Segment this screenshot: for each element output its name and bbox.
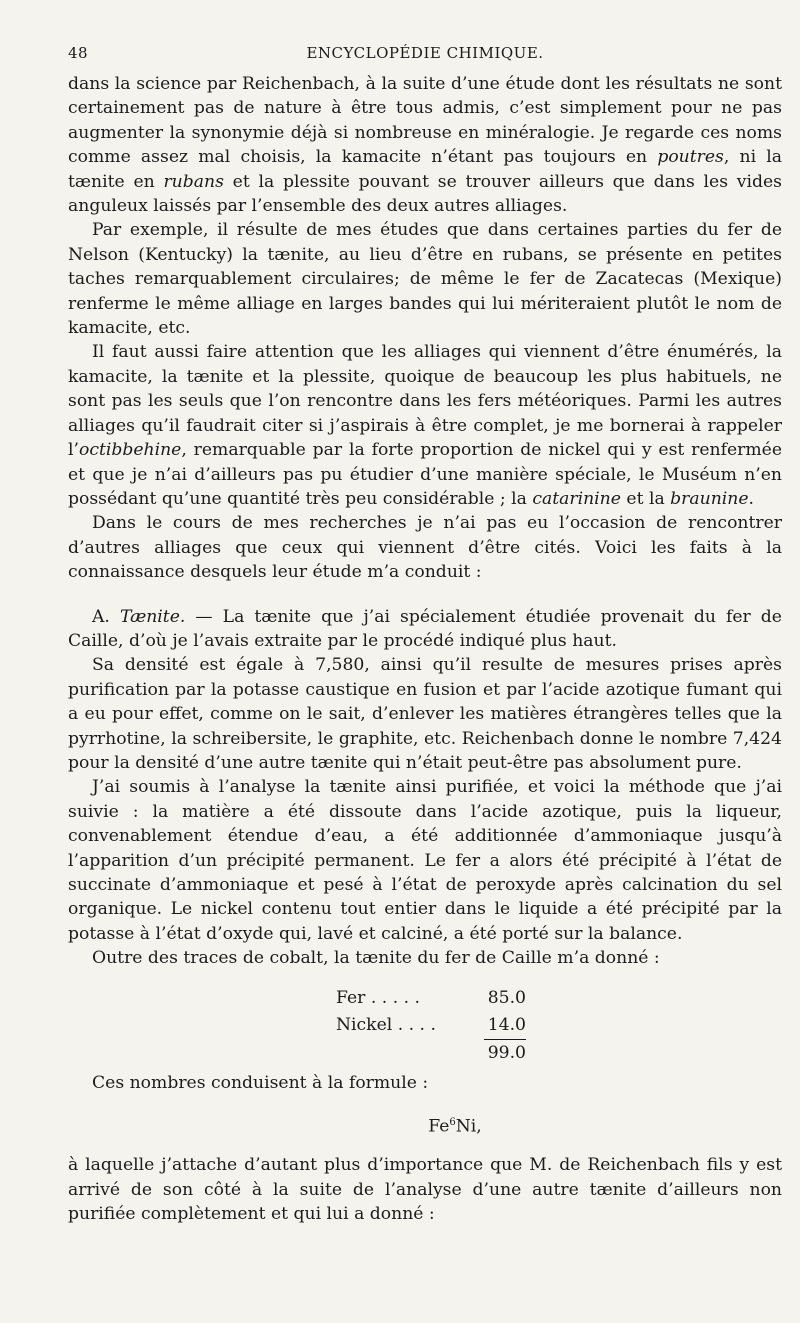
section-heading: Tænite. — [119, 606, 186, 627]
text-run: dans la science par Reichenbach, à la suite d’une étude dont les résultats ne sont certainement pas de nature à être tous admis, c’est simplement pour ne pas augmenter la synonymie déjà si nombreuse en minéralogie. Je regarde ces noms comme assez mal choisis, la kamacite n’étant pas toujours en — [68, 74, 782, 168]
paragraph-density: Sa densité est égale à 7,580, ainsi qu’il resulte de mesures prises après purification par la potasse caustique en fusion et par l’acide azotique fumant qui a eu pour effet, comme on le sait, d’enlever les matières étrangères telles que la pyrrhotine, la schreibersite, le graphite, etc. Reichenbach donne le nombre 7,424 pour la densité d’une autre tænite qui n’était peut-être pas absolument pure. — [68, 655, 782, 773]
paragraph-1 — [68, 72, 782, 218]
formula-rest: Ni, — [455, 1116, 482, 1137]
page-header — [68, 44, 782, 72]
paragraph-method: J’ai soumis à l’analyse la tænite ainsi purifiée, et voici la méthode que j’ai suivie : la matière a été dissoute dans l’acide azotique, puis la liqueur, convenablement étendue d’eau, a été additionnée d’ammoniaque jusqu’à l’apparition d’un précipité permanent. Le fer a alors été précipité à l’état de succinate d’ammoniaque et pesé à l’état de peroxyde après calcination du sel organique. Le nickel contenu tout entier dans le liquide a été précipité par la potasse à l’état d’oxyde qui, lavé et calciné, a été porté sur la balance. — [68, 777, 782, 944]
element-value: 14.0 — [487, 1014, 526, 1035]
italic-term: octibbehine — [78, 440, 182, 461]
composition-row — [336, 1012, 526, 1039]
formula-subscript: 6 — [449, 1117, 456, 1129]
paragraph-3 — [68, 340, 782, 511]
spacer — [68, 585, 782, 605]
body-text — [68, 72, 782, 1226]
paragraph-4: Dans le cours de mes recherches je n’ai pas eu l’occasion de rencontrer d’autres alliages que ceux qui viennent d’être cités. Voici les faits à la connaissance desquels leur étude m’a conduit : — [68, 513, 782, 583]
chemical-formula — [68, 1111, 782, 1139]
italic-term: rubans — [163, 171, 224, 192]
element-value: 85.0 — [487, 987, 526, 1008]
italic-term: catarinine — [532, 488, 621, 509]
text-run: et la — [620, 488, 671, 509]
paragraph-formula-intro: Ces nombres conduisent à la formule : — [92, 1072, 429, 1093]
page-number: 48 — [68, 44, 89, 62]
italic-term: poutres — [657, 147, 724, 168]
element-label: Fer . . . . . — [336, 987, 421, 1008]
text-run: , remarquable par la forte proportion de nickel qui y est renfermée et que je n’ai d’ailleurs pas pu étudier d’une manière spéciale, le Muséum n’en possédant qu’une quantité très peu considérable ; la — [68, 440, 782, 509]
text-run: Il faut aussi faire attention que les alliages qui viennent d’être énumérés, la kamacite, la tænite et la plessite, quoique de beaucoup les plus habituels, ne sont pas les seuls que l’on rencontre dans les fers météoriques. Parmi les autres alliages qu’il faudrait citer si j’aspirais à être complet, je me bornerai à rappeler l’ — [68, 342, 782, 461]
paragraph-result-intro: Outre des traces de cobalt, la tænite du fer de Caille m’a donné : — [92, 948, 660, 969]
composition-total-row — [336, 1039, 526, 1067]
section-a-paragraph — [68, 605, 782, 654]
paragraph-2: Par exemple, il résulte de mes études que dans certaines parties du fer de Nelson (Kentucky) la tænite, au lieu d’être en rubans, se présente en petites taches remarquablement circulaires; de même le fer de Zacatecas (Mexique) renferme le même alliage en larges bandes qui lui mériteraient plutôt le nom de kamacite, etc. — [68, 220, 782, 339]
text-run: — La tænite que j’ai spécialement étudiée provenait du fer de Caille, d’où je l’avais extraite par le procédé indiqué plus haut. — [68, 606, 782, 651]
running-title: ENCYCLOPÉDIE CHIMIQUE. — [306, 44, 544, 62]
composition-table — [336, 985, 526, 1067]
text-run: , ni la tænite en — [68, 147, 783, 192]
composition-row — [336, 985, 526, 1012]
text-run: . — [748, 488, 754, 509]
composition-total: 99.0 — [484, 1039, 526, 1067]
italic-term: braunine — [670, 488, 749, 509]
element-label: Nickel . . . . — [336, 1014, 436, 1035]
section-label: A. — [92, 606, 120, 627]
formula-base: Fe — [428, 1116, 450, 1137]
paragraph-final: à laquelle j’attache d’autant plus d’importance que M. de Reichenbach fils y est arrivé de son côté à la suite de l’analyse d’une autre tænite d’ailleurs non purifiée complètement et qui lui a donné : — [68, 1155, 782, 1224]
text-run: et la plessite pouvant se trouver ailleurs que dans les vides anguleux laissés par l’ensemble des deux autres alliages. — [68, 171, 782, 217]
